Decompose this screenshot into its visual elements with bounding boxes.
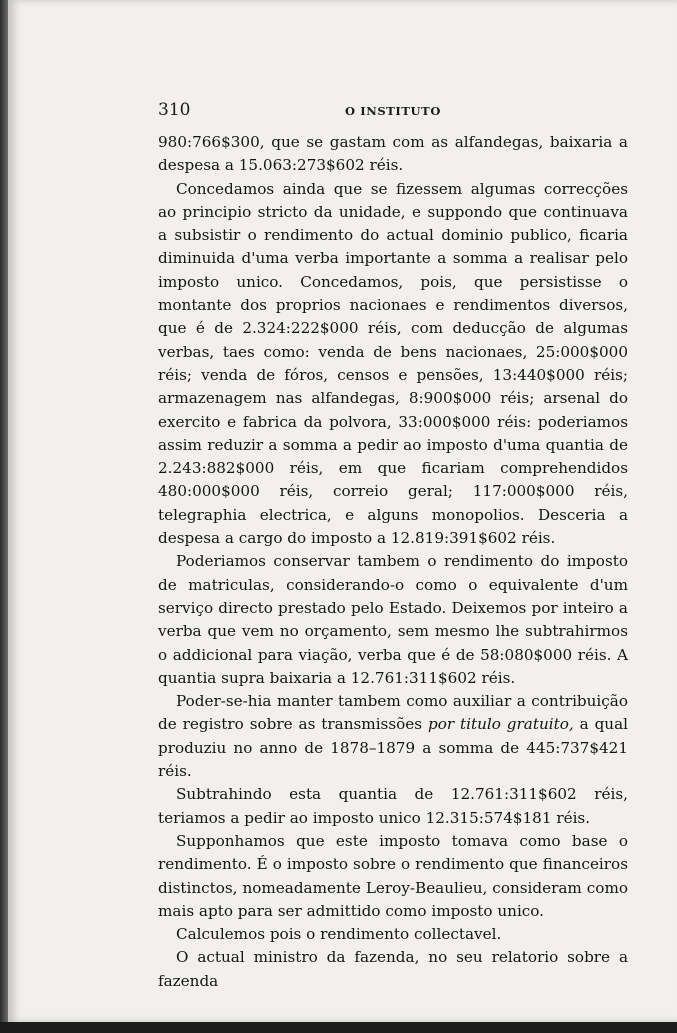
- paragraph-matriculas: Poderiamos conservar tambem o rendimento do imposto de matriculas, considerando-o como o equivalente d'um serviço directo prestado pelo Estado. Deixemos por inteiro a verba que vem no orçamento, sem mesmo lhe subtrahirmos o addicional para viação, verba que é de 58:080$000 réis. A quantia supra baixaria a 12.761:311$602 réis.: [158, 552, 628, 687]
- paragraph-calculemos: Calculemos pois o rendimento collectavel.: [176, 925, 502, 944]
- paragraph-registro-end: a qual produziu no anno de 1878–1879 a somma de 445:737$421 réis.: [158, 715, 628, 781]
- paragraph-supponhamos: Supponhamos que este imposto tomava como base o rendimento. É o imposto sobre o rendimento que financeiros distinctos, nomeadamente Leroy-Beaulieu, consideram como mais apto para ser admittido como imposto unico.: [158, 831, 628, 920]
- paragraph-ministro: O actual ministro da fazenda, no seu relatorio sobre a fazenda: [158, 948, 628, 990]
- paragraph-subtrahindo: Subtrahindo esta quantia de 12.761:311$602 réis, teriamos a pedir ao imposto unico 12.315:574$181 réis.: [158, 785, 628, 827]
- page-body: [158, 131, 628, 993]
- page-header: [158, 100, 628, 124]
- paragraph-registro-start: Poder-se-hia manter tambem como auxiliar a contribuição de registro sobre as transmissões: [158, 692, 628, 734]
- page-number: 310: [158, 100, 191, 120]
- scan-bottom-edge: [0, 1022, 677, 1033]
- paragraph-registro-italic: por titulo gratuito,: [427, 715, 574, 734]
- paragraph-registro: [158, 690, 628, 783]
- paragraph-continued: 980:766$300, que se gastam com as alfandegas, baixaria a despesa a 15.063:273$602 réis.: [158, 133, 628, 175]
- running-title: O INSTITUTO: [345, 104, 441, 118]
- paragraph-corrections: Concedamos ainda que se fizessem algumas correcções ao principio stricto da unidade, e suppondo que continuava a subsistir o rendimento do actual dominio publico, ficaria diminuida d'uma verba importante a somma a realisar pelo imposto unico. Concedamos, pois, que persistisse o montante dos proprios nacionaes e rendimentos diversos, que é de 2.324:222$000 réis, com deducção de algumas verbas, taes como: venda de bens nacionaes, 25:000$000 réis; venda de fóros, censos e pensões, 13:440$000 réis; armazenagem nas alfandegas, 8:900$000 réis; arsenal do exercito e fabrica da polvora, 33:000$000 réis: poderiamos assim reduzir a somma a pedir ao imposto d'uma quantia de 2.243:882$000 réis, em que ficariam comprehendidos 480:000$000 réis, correio geral; 117:000$000 réis, telegraphia electrica, e alguns monopolios. Desceria a despesa a cargo do imposto a 12.819:391$602 réis.: [158, 179, 628, 548]
